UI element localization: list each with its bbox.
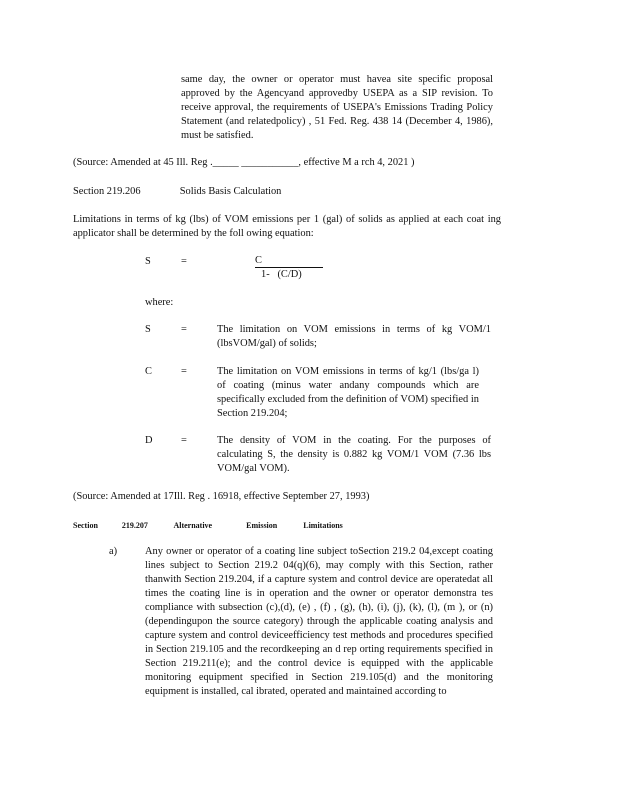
section-number: Section 219.206 — [73, 186, 141, 197]
definition-text: The limitation on VOM emissions in terms of kg/1 (lbs/ga l) of coating (minus water andany compounds which are specifically excluded from the definition of VOM) specified in Section 219.204; — [217, 366, 479, 419]
definition-equals: = — [181, 435, 187, 446]
limitations-paragraph: Limitations in terms of kg (lbs) of VOM emissions per 1 (gal) of solids as applied at each coat ing applicator shall be determined by the foll owing equation: — [73, 214, 501, 239]
section-heading — [73, 519, 343, 533]
source-note: (Source: Amended at 45 Ill. Reg ._____ ___________, effective M a rch 4, 2021 ) — [73, 157, 415, 168]
where-label: where: — [145, 297, 174, 308]
definition-text: The density of VOM in the coating. For the purposes of calculating S, the density is 0.882 kg VOM/1 VOM (7.36 lbs VOM/gal VOM). — [217, 435, 491, 474]
section-word: Section — [73, 521, 98, 530]
subsection-text: Any owner or operator of a coating line subject toSection 219.2 04,except coating lines subject to Section 219.2 04(q)(6), may comply with this Section, rather thanwith Section 219.204, if a capture system and control device are operatedat all times the coating line is in operation and the owner or operator demonstra tes compliance with subsection (c),(d), (e) , (f) , (g), (h), (i), (j), (k), (l), (m ), or (n)(dependingupon the source category) through the applicable coating analysis and capture system and control deviceefficiency test methods and procedures specified in Section 219.105 and the recordkeeping an d rep orting requirements specified in Section 219.211(e); and the control device is equipped with the applicable monitoring equipment specified in Section 219.105(d) and the monitoring equipment is installed, cal ibrated, operated and maintained according to — [145, 546, 493, 697]
equation-denominator: 1- (C/D) — [261, 269, 302, 280]
definition-symbol: S — [145, 324, 151, 335]
section-heading — [73, 185, 281, 199]
equation-equals: = — [181, 256, 187, 267]
source-note: (Source: Amended at 17Ill. Reg . 16918, effective September 27, 1993) — [73, 491, 370, 502]
definition-symbol: C — [145, 366, 152, 377]
subsection-label: a) — [109, 546, 118, 557]
section-title-word: Emission — [246, 521, 278, 530]
definition-text: The limitation on VOM emissions in terms of kg VOM/1 (lbsVOM/gal) of solids; — [217, 324, 491, 349]
equation — [145, 255, 445, 285]
section-title-word: Alternative — [173, 521, 213, 530]
definition-equals: = — [181, 366, 187, 377]
equation-lhs: S — [145, 256, 151, 267]
definition-equals: = — [181, 324, 187, 335]
section-number: 219.207 — [121, 521, 148, 530]
section-title: Solids Basis Calculation — [179, 186, 282, 197]
equation-numerator: C — [255, 255, 323, 268]
definition-symbol: D — [145, 435, 153, 446]
intro-paragraph: same day, the owner or operator must havea site specific proposal approved by the Agencyand approvedby USEPA as a SIP revision. To receive approval, the requirements of USEPA's Emissions Trading Policy Statement (and relatedpolicy) , 51 Fed. Reg. 438 14 (December 4, 1986), must be satisfied. — [181, 74, 493, 141]
section-title-word: Limitations — [303, 521, 343, 530]
